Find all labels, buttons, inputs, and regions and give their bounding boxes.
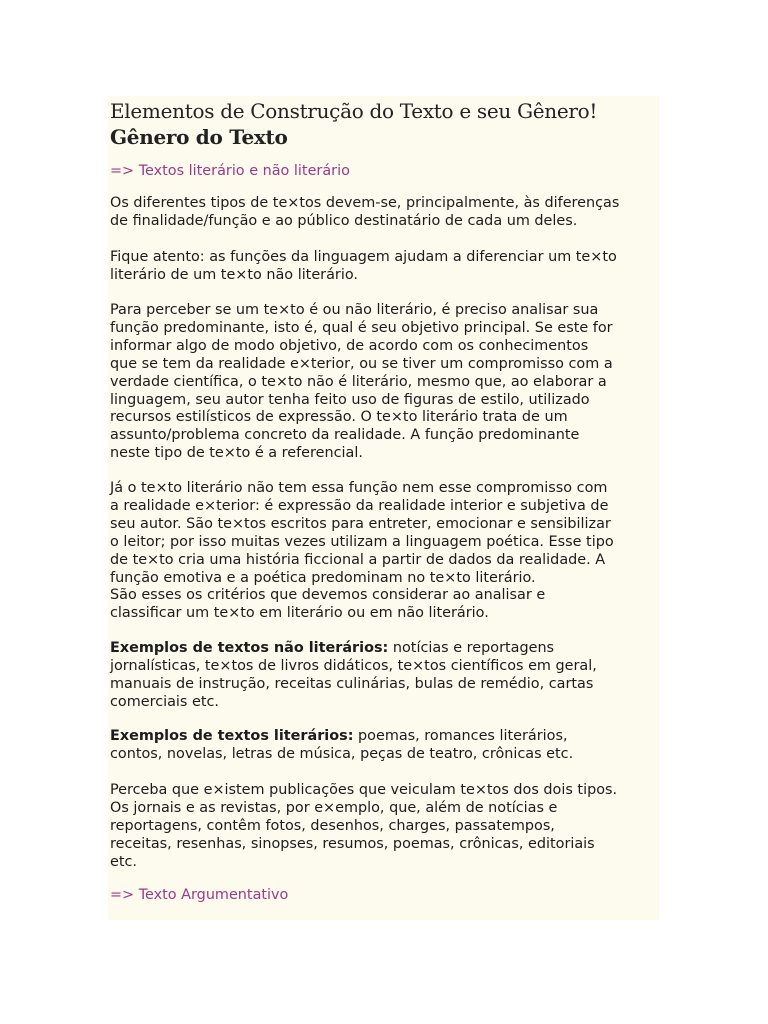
text-line: etc. [110, 853, 137, 870]
text-line: de te×to cria uma história ficcional a partir de dados da realidade. A [110, 551, 606, 568]
section-link-argumentative[interactable]: => Texto Argumentativo [110, 887, 289, 903]
text-line [110, 640, 658, 658]
text-line: assunto/problema concreto da realidade. A função predominante [110, 427, 580, 444]
text-line: de finalidade/função e ao público destinatário de cada um deles. [110, 212, 578, 229]
text-line: Para perceber se um te×to é ou não literário, é preciso analisar sua [110, 302, 599, 318]
text-line: reportagens, contêm fotos, desenhos, charges, passatempos, [110, 817, 555, 834]
text-line: seu autor. São te×tos escritos para entreter, emocionar e sensibilizar [110, 515, 611, 532]
text-fragment: poemas, romances literários, [353, 728, 568, 744]
text-line: Perceba que e×istem publicações que veiculam te×tos dos dois tipos. [110, 782, 618, 798]
text-line: literário de um te×to não literário. [110, 266, 358, 283]
text-line: comerciais etc. [110, 693, 219, 710]
text-line: verdade científica, o te×to não é literário, mesmo que, ao elaborar a [110, 373, 607, 390]
paragraph-publications [110, 782, 658, 872]
text-line: o leitor; por isso muitas vezes utilizam a linguagem poética. Esse tipo [110, 533, 614, 550]
text-line: função emotiva e a poética predominam no te×to literário. [110, 569, 536, 586]
page-subtitle: Gênero do Texto [110, 125, 288, 149]
text-line: linguagem, seu autor tenha feito uso de figuras de estilo, utilizado [110, 391, 590, 408]
paragraph-attention [110, 249, 658, 285]
text-line: a realidade e×terior: é expressão da realidade interior e subjetiva de [110, 497, 609, 514]
examples-literary-label: Exemplos de textos literários: [110, 728, 354, 744]
text-line: contos, novelas, letras de música, peças de teatro, crônicas etc. [110, 745, 574, 762]
paragraph-literary-function [110, 480, 658, 623]
text-line: Os jornais e as revistas, por e×emplo, que, além de notícias e [110, 799, 558, 816]
text-line: neste tipo de te×to é a referencial. [110, 445, 363, 462]
section-link-literary[interactable]: => Textos literário e não literário [110, 163, 350, 179]
paragraph-intro [110, 195, 658, 231]
paragraph-literary-examples [110, 728, 658, 764]
text-line: Já o te×to literário não tem essa função nem esse compromisso com [110, 480, 608, 496]
text-line: Fique atento: as funções da linguagem ajudam a diferenciar um te×to [110, 249, 617, 265]
examples-non-literary-label: Exemplos de textos não literários: [110, 640, 389, 656]
text-line: que se tem da realidade e×terior, ou se tiver um compromisso com a [110, 355, 613, 372]
text-line: receitas, resenhas, sinopses, resumos, poemas, crônicas, editoriais [110, 835, 595, 852]
text-fragment: notícias e reportagens [388, 640, 555, 656]
paragraph-non-literary-function [110, 302, 658, 463]
text-line: informar algo de modo objetivo, de acordo com os conhecimentos [110, 337, 589, 354]
text-line: São esses os critérios que devemos considerar ao analisar e [110, 587, 546, 604]
page-title: Elementos de Construção do Texto e seu Gênero! [110, 99, 598, 123]
text-line: função predominante, isto é, qual é seu objetivo principal. Se este for [110, 319, 613, 336]
paragraph-non-literary-examples [110, 640, 658, 712]
text-line: manuais de instrução, receitas culinárias, bulas de remédio, cartas [110, 675, 594, 692]
text-line: jornalísticas, te×tos de livros didáticos, te×tos científicos em geral, [110, 657, 597, 674]
text-line: recursos estilísticos de expressão. O te×to literário trata de um [110, 409, 568, 426]
text-line [110, 728, 658, 746]
text-line: classificar um te×to em literário ou em não literário. [110, 605, 489, 622]
text-line: Os diferentes tipos de te×tos devem-se, principalmente, às diferenças [110, 195, 620, 211]
document-panel [108, 96, 659, 920]
